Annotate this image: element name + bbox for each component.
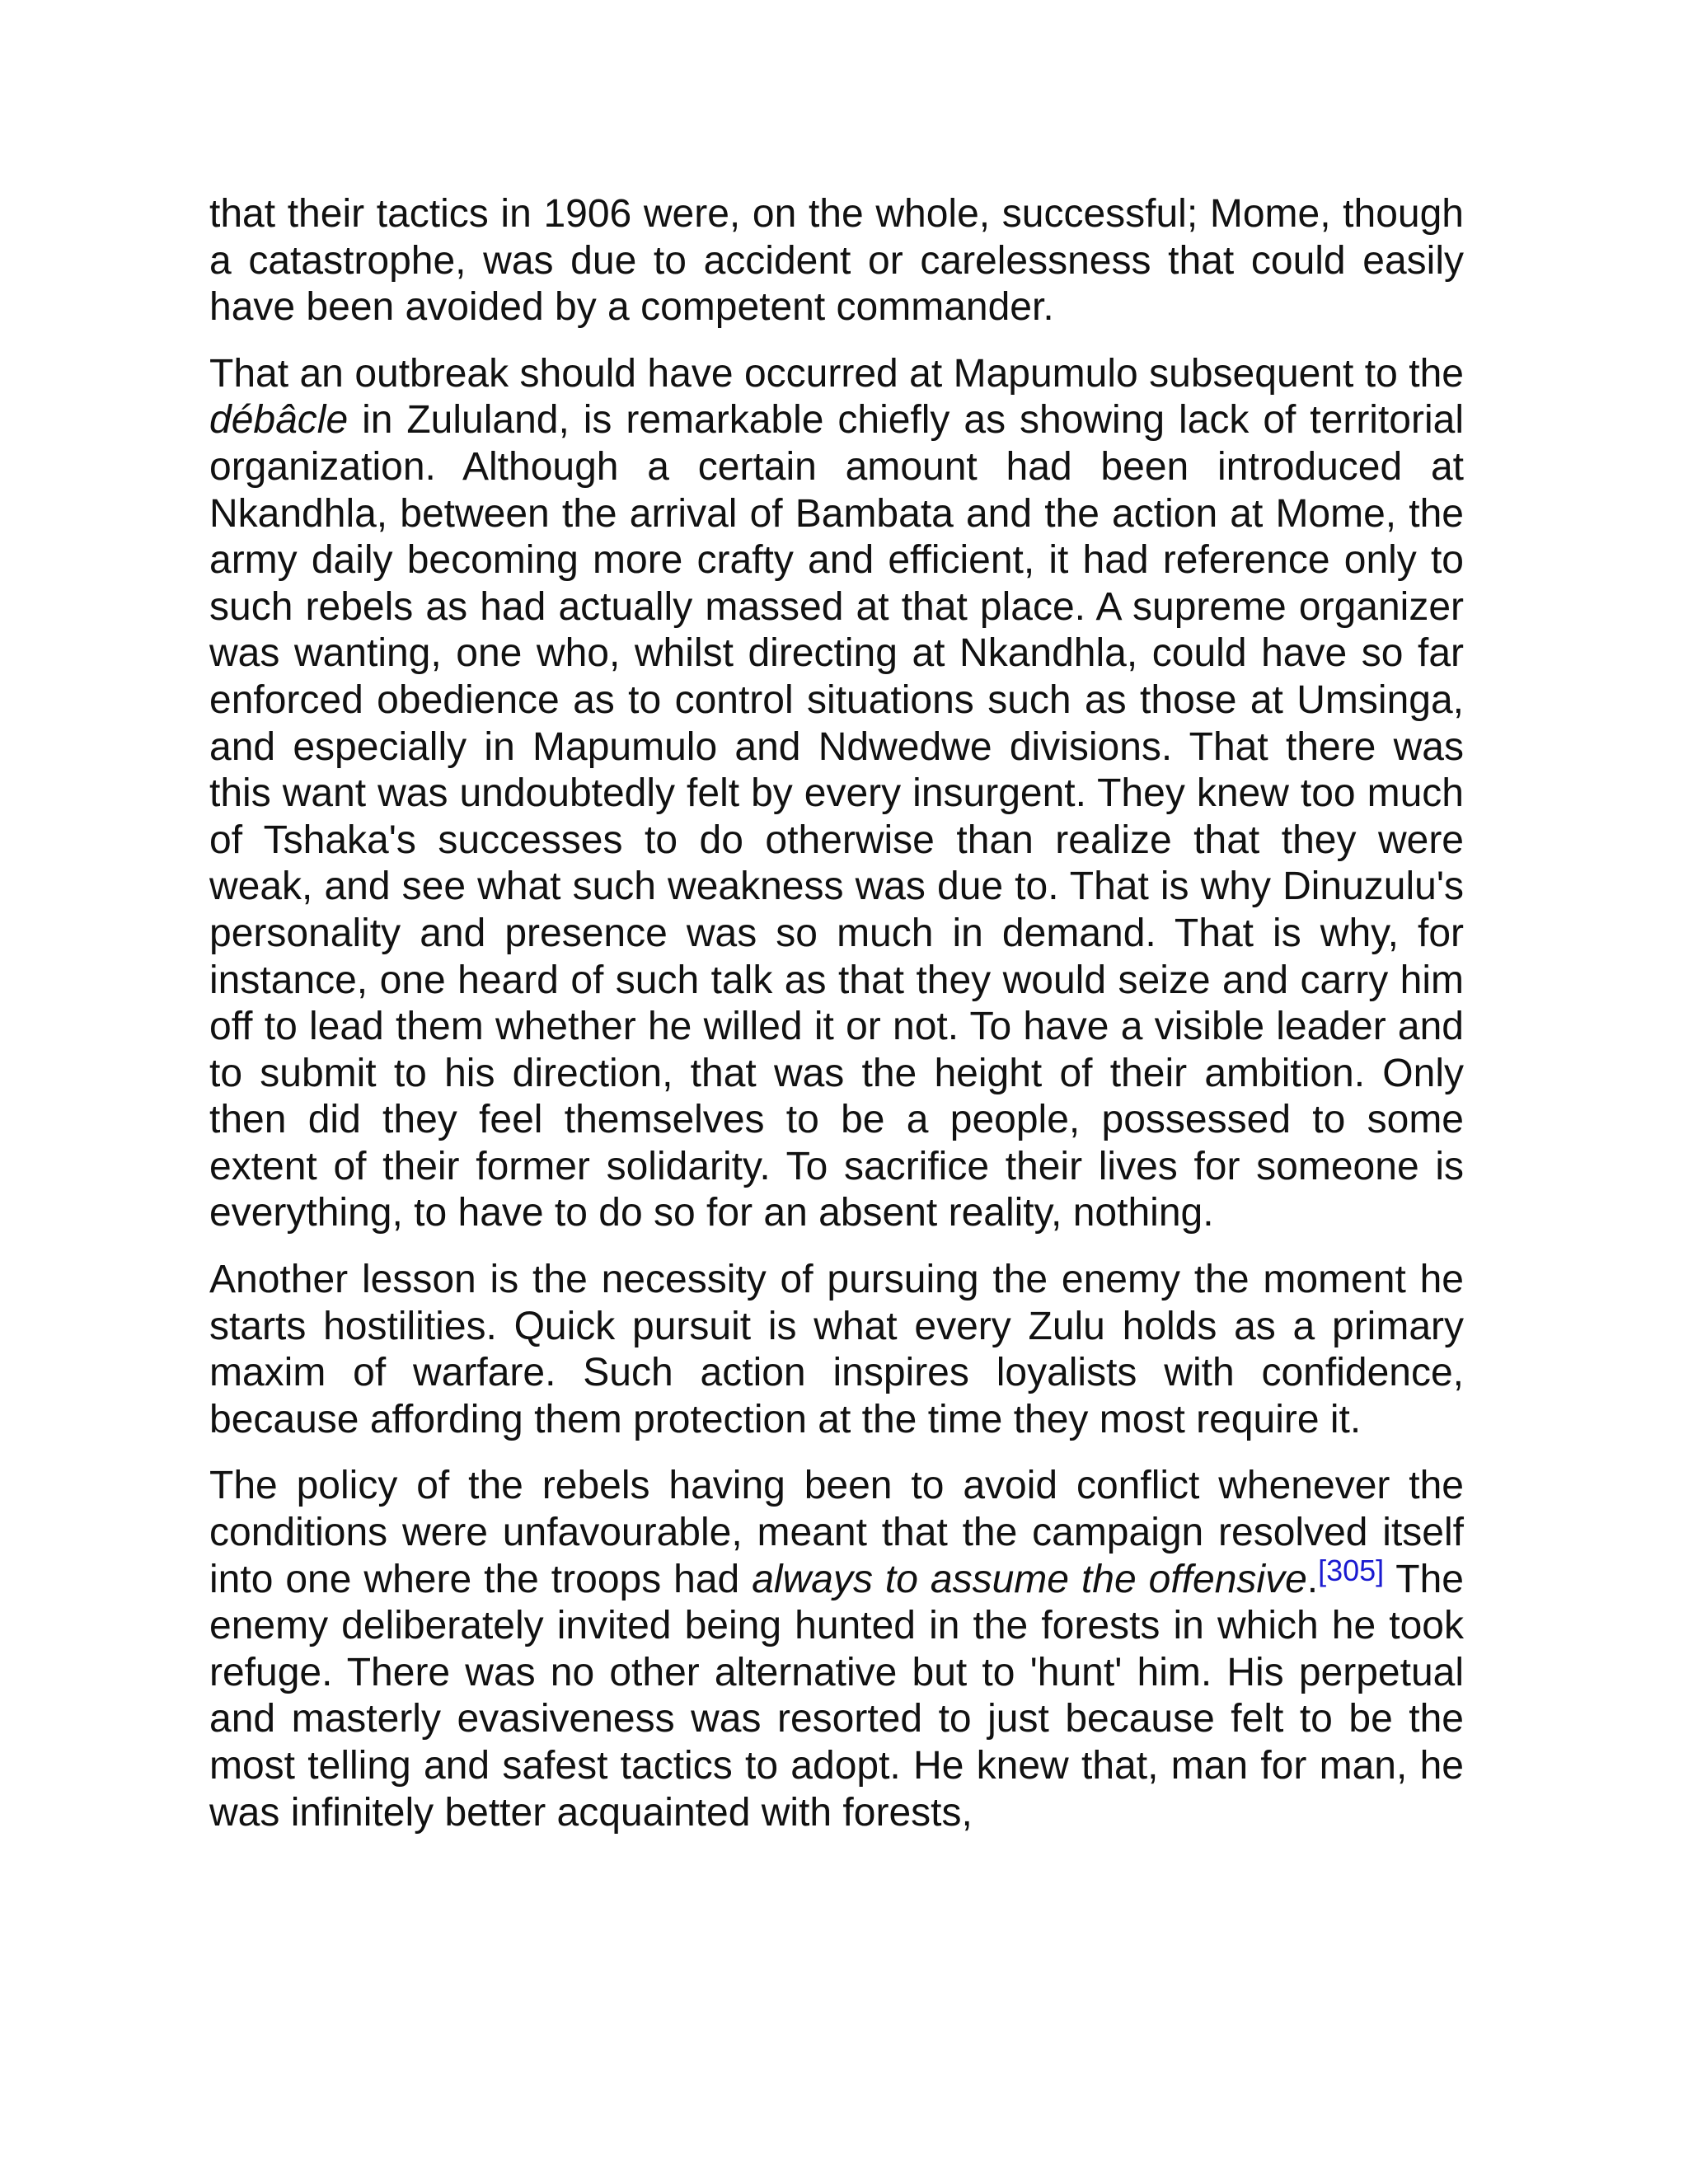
paragraph-1-text: that their tactics in 1906 were, on the whole, successful; Mome, though a catastrophe, was due to accident or carelessness that could easily have been avoided by a competent commander. bbox=[209, 192, 1464, 330]
paragraph-4 bbox=[209, 1463, 1464, 1836]
paragraph-4-text-start: The policy of the rebels having been to avoid conflict whenever the conditions were unfavourable, meant that the campaign resolved itself into one where the troops had bbox=[209, 1464, 1464, 1601]
footnote-link-305[interactable]: [305] bbox=[1318, 1553, 1385, 1587]
document-page bbox=[209, 191, 1464, 1856]
paragraph-3-text: Another lesson is the necessity of pursuing the enemy the moment he starts hostilities. Quick pursuit is what every Zulu holds as a primary maxim of warfare. Such action inspires loyalists with confidence, because affording them protection at the time they most require it. bbox=[209, 1258, 1464, 1441]
paragraph-2 bbox=[209, 351, 1464, 1237]
paragraph-4-italic-phrase: always to assume the offensive bbox=[752, 1557, 1307, 1601]
paragraph-2-italic-term: débâcle bbox=[209, 398, 349, 443]
paragraph-1 bbox=[209, 191, 1464, 331]
paragraph-2-text-end: in Zululand, is remarkable chiefly as showing lack of territorial organization. Although a certain amount had been introduced at Nkandhla, between the arrival of Bambata and the action at Mome, the army daily becoming more crafty and efficient, it had reference only to such rebels as had actually massed at that place. A supreme organizer was wanting, one who, whilst directing at Nkandhla, could have so far enforced obedience as to control situations such as those at Umsinga, and especially in Mapumulo and Ndwedwe divisions. That there was this want was undoubtedly felt by every insurgent. They knew too much of Tshaka's successes to do otherwise than realize that they were weak, and see what such weakness was due to. That is why Dinuzulu's personality and presence was so much in demand. That is why, for instance, one heard of such talk as that they would seize and carry him off to lead them whether he willed it or not. To have a visible leader and to submit to his direction, that was the height of their ambition. Only then did they feel themselves to be a people, possessed to some extent of their former solidarity. To sacrifice their lives for someone is everything, to have to do so for an absent reality, nothing. bbox=[209, 398, 1464, 1235]
paragraph-4-text-end: The enemy deliberately invited being hunted in the forests in which he took refuge. There was no other alternative but to 'hunt' him. His perpetual and masterly evasiveness was resorted to just because felt to be the most telling and safest tactics to adopt. He knew that, man for man, he was infinitely better acquainted with forests, bbox=[209, 1557, 1464, 1835]
paragraph-3 bbox=[209, 1257, 1464, 1443]
paragraph-2-text-start: That an outbreak should have occurred at Mapumulo subsequent to the bbox=[209, 351, 1464, 396]
paragraph-4-period: . bbox=[1306, 1557, 1319, 1601]
